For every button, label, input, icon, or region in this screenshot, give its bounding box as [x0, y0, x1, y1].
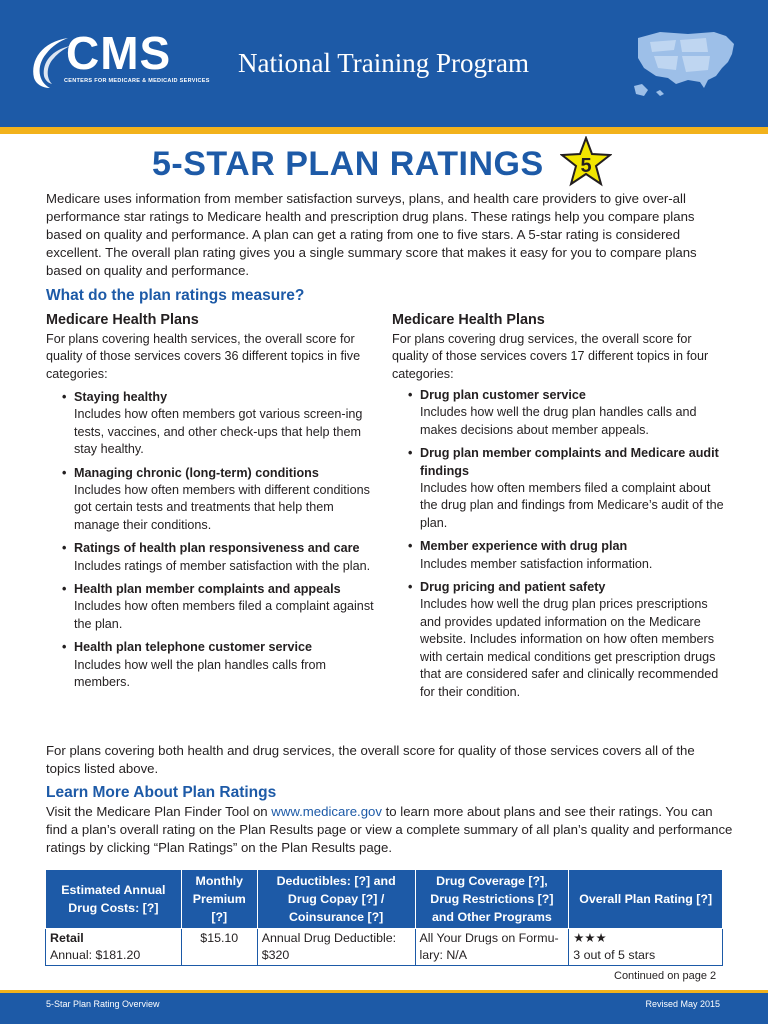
- item-title: • Member experience with drug plan: [420, 539, 628, 554]
- us-map-icon: [630, 24, 742, 102]
- list-item: [408, 538, 726, 573]
- item-title: • Staying healthy: [74, 390, 168, 404]
- five-star-badge-icon: [560, 136, 612, 188]
- footer-doc-title: 5-Star Plan Rating Overview: [46, 999, 160, 1009]
- footer-revised-date: Revised May 2015: [645, 999, 720, 1009]
- header-stripe: [0, 127, 768, 134]
- item-desc: Includes how well the plan handles calls from members.: [74, 657, 327, 690]
- plan-annual-cost: Annual: $181.20: [50, 948, 141, 962]
- both-services-paragraph: For plans covering both health and drug services, the overall score for quality of those services covers all of the topics listed above.: [46, 743, 695, 776]
- list-item: [408, 445, 726, 532]
- logo-subtitle: CENTERS FOR MEDICARE & MEDICAID SERVICES: [64, 78, 210, 84]
- list-item: [62, 581, 374, 633]
- item-desc: Includes member satisfaction information.: [420, 556, 653, 571]
- left-column-heading: Medicare Health Plans: [46, 312, 199, 328]
- learn-text-after: to learn more about plans and see their ratings. You can find a plan’s overall rating on the Plan Results page or view a complete summary of all plan’s quality and performance ratings by clicking “Plan Ratings” on the Plan Results page.: [46, 804, 733, 855]
- left-column-intro: For plans covering health services, the overall score for quality of those services covers 36 different topics in five categories:: [46, 332, 361, 381]
- header-monthly-premium: Monthly Premium [?]: [181, 870, 257, 929]
- cell-rating: [569, 929, 723, 966]
- continued-note: Continued on page 2: [614, 970, 717, 982]
- measure-heading: What do the plan ratings measure?: [46, 287, 305, 304]
- item-desc: Includes how often members got various screen-ing tests, vaccines, and other check-ups that help them stay healthy.: [74, 407, 363, 457]
- logo-text: CMS: [66, 27, 172, 79]
- list-item: [408, 579, 726, 701]
- item-desc: Includes how often members filed a complaint about the drug plan and findings from Medicare’s audit of the plan.: [420, 481, 724, 530]
- footer-bar: [0, 990, 768, 1024]
- right-column-intro: For plans covering drug services, the overall score for quality of those services covers 17 different topics in four categories:: [392, 332, 709, 381]
- cell-coverage: All Your Drugs on Formu-lary: N/A: [415, 929, 569, 966]
- item-title: • Drug pricing and patient safety: [420, 580, 606, 595]
- cms-logo: [28, 27, 210, 90]
- page-title: 5-STAR PLAN RATINGS: [152, 145, 544, 183]
- list-item: [62, 465, 374, 535]
- header-drug-coverage: Drug Coverage [?], Drug Restrictions [?] and Other Programs: [415, 870, 569, 929]
- learn-paragraph: [46, 803, 736, 857]
- item-title: • Ratings of health plan responsiveness and care: [74, 541, 360, 556]
- item-desc: Includes how well the drug plan handles calls and makes decisions about member appeals.: [420, 405, 697, 437]
- header-deductibles: Deductibles: [?] and Drug Copay [?] / Coinsurance [?]: [257, 870, 415, 929]
- table-header-row: [46, 870, 723, 929]
- right-category-list: [408, 387, 726, 707]
- item-title: • Health plan member complaints and appeals: [74, 582, 341, 597]
- left-category-list: [62, 389, 374, 698]
- plan-name: Retail: [50, 931, 84, 945]
- list-item: [62, 389, 374, 459]
- item-title: • Drug plan member complaints and Medicare audit findings: [420, 446, 719, 478]
- rating-text: 3 out of 5 stars: [573, 948, 656, 962]
- item-desc: Includes how often members filed a complaint against the plan.: [74, 599, 374, 631]
- list-item: [62, 639, 374, 691]
- header-overall-rating: Overall Plan Rating [?]: [569, 870, 723, 929]
- intro-paragraph: Medicare uses information from member satisfaction surveys, plans, and health care providers to give over-all performance star ratings to Medicare health and prescription drug plans. These ratings help you compare plans based on quality and performance. A plan can get a rating from one to five stars. A 5-star rating is considered excellent. The overall plan rating gives you a single summary score that makes it easy for you to compare plans based on quality and performance.: [46, 191, 697, 278]
- item-title: • Managing chronic (long-term) conditions: [74, 465, 319, 480]
- item-title: • Health plan telephone customer service: [74, 640, 312, 655]
- learn-heading: Learn More About Plan Ratings: [46, 784, 277, 801]
- medicare-gov-link[interactable]: www.medicare.gov: [271, 804, 382, 819]
- item-title: • Drug plan customer service: [420, 388, 586, 402]
- header-banner: [0, 0, 768, 127]
- header-annual-drug-costs: Estimated Annual Drug Costs: [?]: [46, 870, 182, 929]
- item-desc: Includes how often members with different conditions got certain tests and treatments that help them manage their conditions.: [74, 483, 370, 532]
- cell-deductible: Annual Drug Deductible: $320: [257, 929, 415, 966]
- star-badge-number: 5: [580, 155, 592, 177]
- table-row: [46, 929, 723, 966]
- star-rating-icon: ★★★: [573, 931, 607, 945]
- item-desc: Includes ratings of member satisfaction with the plan.: [74, 558, 371, 573]
- right-column-heading: Medicare Health Plans: [392, 312, 545, 328]
- cell-plan: [46, 929, 182, 966]
- program-title: National Training Program: [238, 48, 529, 78]
- list-item: [408, 387, 726, 439]
- cell-premium: $15.10: [181, 929, 257, 966]
- learn-text-before: Visit the Medicare Plan Finder Tool on: [46, 804, 272, 819]
- plan-ratings-table: [45, 869, 723, 966]
- item-desc: Includes how well the drug plan prices prescriptions and provides updated information on the Medicare website. Includes information on how often members with certain medical conditions get prescription drugs that are considered safer and clinically recommended for their condition.: [420, 597, 719, 699]
- list-item: [62, 540, 374, 575]
